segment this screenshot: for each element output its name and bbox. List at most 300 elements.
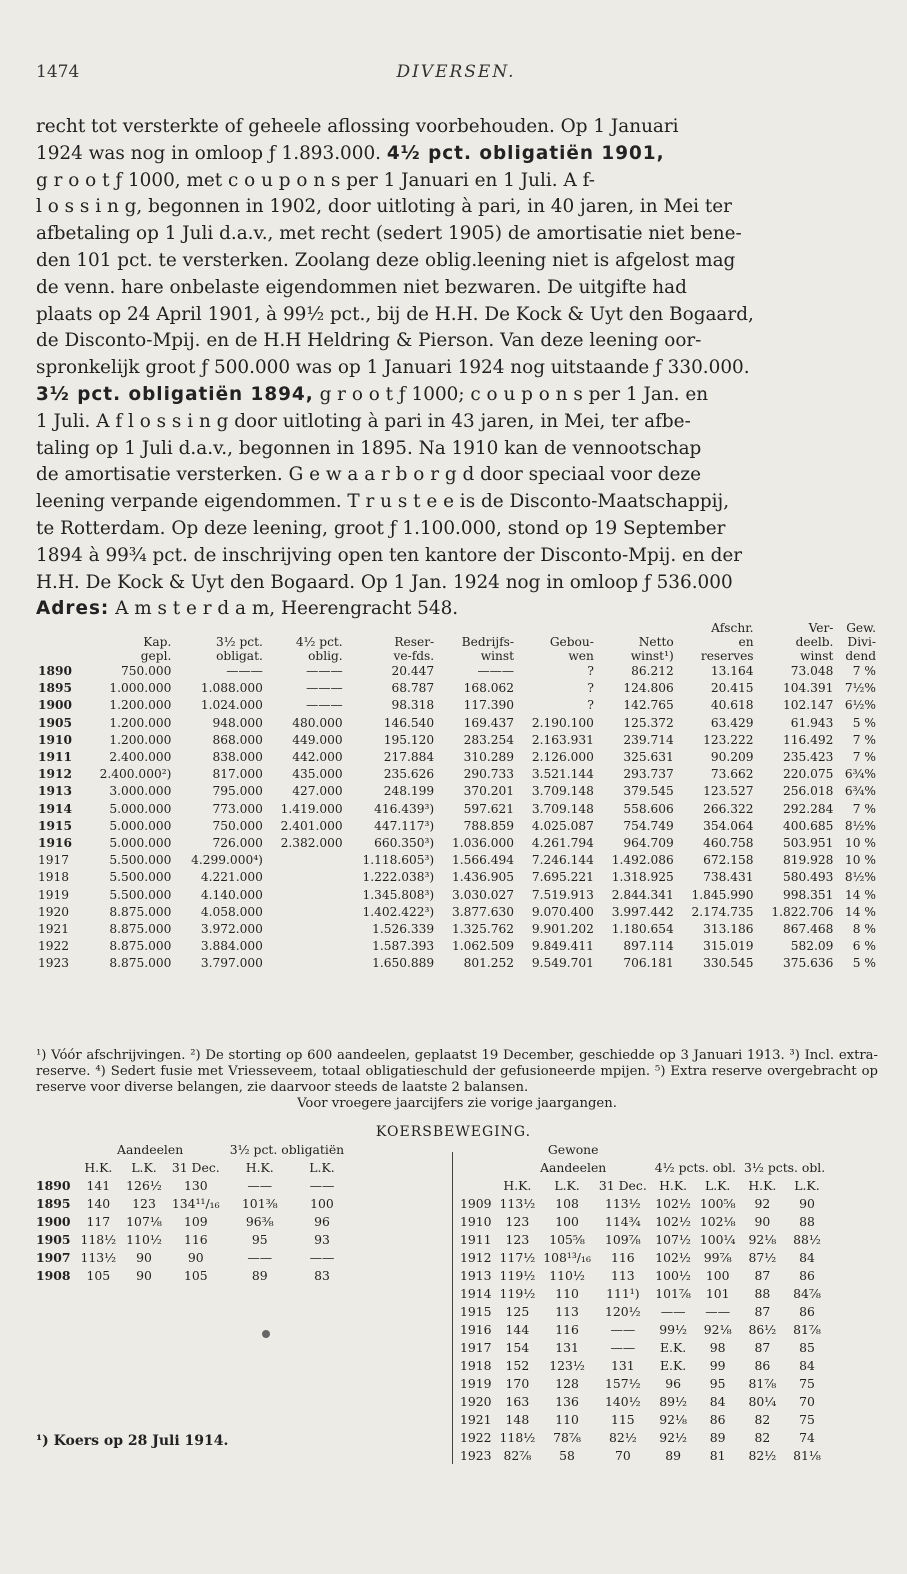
table-row xyxy=(36,818,878,835)
value-cell: 81⅞ xyxy=(793,1322,821,1337)
value-cell: 116 xyxy=(183,1232,208,1247)
value-cell: 750.000 xyxy=(212,818,263,833)
value-cell: 169.437 xyxy=(463,715,515,730)
value-cell: 310.289 xyxy=(463,750,515,765)
table-row xyxy=(36,955,878,972)
text-line: 1894 à 99¾ pct. de inschrijving open ten kantore der Disconto-Mpij. en der xyxy=(36,544,743,566)
column-header: en xyxy=(738,635,754,649)
value-cell: 109⅞ xyxy=(605,1232,641,1247)
value-cell: 113 xyxy=(611,1268,635,1283)
value-cell: 88½ xyxy=(793,1232,821,1247)
value-cell: 154 xyxy=(505,1340,530,1355)
text-line: l o s s i n g, begonnen in 1902, door uitloting à pari, in 40 jaren, in Mei ter xyxy=(36,196,732,218)
value-cell: 7 % xyxy=(852,732,876,747)
table-row xyxy=(452,1267,829,1285)
value-cell: 750.000 xyxy=(120,664,172,678)
value-cell: 8.875.000 xyxy=(109,904,172,919)
table-row xyxy=(36,1231,349,1249)
value-cell: 73.662 xyxy=(710,767,754,782)
value-cell: 1.318.925 xyxy=(611,870,674,885)
value-cell: 379.545 xyxy=(623,784,674,799)
value-cell: 110½ xyxy=(126,1232,162,1247)
value-cell: 738.431 xyxy=(703,870,754,885)
table-row xyxy=(452,1429,829,1447)
value-cell: 998.351 xyxy=(783,887,834,902)
value-cell: 152 xyxy=(505,1358,530,1373)
year-cell: 1905 xyxy=(36,1232,71,1247)
value-cell: 89 xyxy=(709,1430,726,1445)
value-cell: 130 xyxy=(183,1178,208,1193)
value-cell: 123 xyxy=(132,1196,156,1211)
value-cell: 964.709 xyxy=(623,836,674,851)
table-row xyxy=(452,1357,829,1375)
value-cell: 81⅛ xyxy=(793,1448,821,1463)
value-cell: 10 % xyxy=(845,836,876,851)
value-cell: 256.018 xyxy=(783,784,834,799)
year-cell: 1915 xyxy=(460,1304,492,1319)
value-cell: 157½ xyxy=(605,1376,641,1391)
value-cell: 110 xyxy=(555,1412,579,1427)
value-cell: 84 xyxy=(799,1358,815,1373)
value-cell: 13.164 xyxy=(710,664,754,678)
year-cell: 1918 xyxy=(460,1358,492,1373)
value-cell: 105⅝ xyxy=(549,1232,585,1247)
value-cell: 125 xyxy=(505,1304,530,1319)
table-row xyxy=(36,749,878,766)
text-line xyxy=(36,596,878,623)
value-cell: 70 xyxy=(799,1394,815,1409)
value-cell: 80¼ xyxy=(748,1394,777,1409)
value-cell: 110½ xyxy=(549,1268,585,1283)
column-header: L.K. xyxy=(705,1178,731,1193)
value-cell: 100½ xyxy=(655,1268,691,1283)
value-cell: 107½ xyxy=(655,1232,691,1247)
year-cell: 1922 xyxy=(460,1430,492,1445)
value-cell: 102.147 xyxy=(783,698,834,713)
column-header: 31 Dec. xyxy=(171,1160,220,1175)
value-cell: 354.064 xyxy=(703,818,754,833)
group-header-aandeelen: Aandeelen xyxy=(117,1142,184,1157)
value-cell: 99⅞ xyxy=(703,1250,732,1265)
table-row xyxy=(36,835,878,852)
year-cell: 1910 xyxy=(460,1214,492,1229)
column-header: H.K. xyxy=(748,1178,777,1193)
column-header: H.K. xyxy=(503,1178,532,1193)
value-cell: 9.849.411 xyxy=(531,939,594,954)
value-cell: 113 xyxy=(555,1304,579,1319)
column-header: L.K. xyxy=(554,1178,580,1193)
column-header: Kap. xyxy=(143,635,172,649)
value-cell: 1.200.000 xyxy=(109,732,172,747)
table-row xyxy=(36,1195,349,1213)
value-cell: 235.423 xyxy=(783,750,834,765)
column-header: wen xyxy=(568,649,594,663)
previous-years-note: Voor vroegere jaarcijfers zie vorige jaargangen. xyxy=(297,1096,617,1111)
table-row xyxy=(452,1303,829,1321)
value-cell: 146.540 xyxy=(383,715,435,730)
group-header-gewone: Gewone xyxy=(547,1142,599,1157)
value-cell: 81⅞ xyxy=(748,1376,777,1391)
value-cell: 93 xyxy=(314,1232,330,1247)
table-row xyxy=(452,1195,829,1213)
table-row xyxy=(36,1267,349,1285)
text-line: spronkelijk groot ƒ 500.000 was op 1 Januari 1924 nog uitstaande ƒ 330.000. xyxy=(36,357,750,379)
section-heading-obligatien-1901 xyxy=(387,143,665,164)
value-cell: 672.158 xyxy=(703,853,754,868)
value-cell: ——— xyxy=(306,681,343,696)
value-cell: ——— xyxy=(306,698,343,713)
value-cell: —— xyxy=(309,1250,335,1265)
column-header: gepl. xyxy=(140,649,172,663)
value-cell: 99 xyxy=(709,1358,726,1373)
column-header: Gebou- xyxy=(549,635,594,649)
value-cell: 5.500.000 xyxy=(109,853,172,868)
year-cell: 1890 xyxy=(36,1178,71,1193)
value-cell: 128 xyxy=(555,1376,579,1391)
table-row xyxy=(36,1177,349,1195)
table-row xyxy=(452,1411,829,1429)
text-line: leening verpande eigendommen. T r u s t e e is de Disconto-Maatschappij, xyxy=(36,491,730,513)
text-line xyxy=(36,141,878,168)
value-cell: 61.943 xyxy=(790,715,834,730)
value-cell: 8 % xyxy=(852,922,876,937)
value-cell: 2.126.000 xyxy=(531,750,594,765)
year-cell: 1918 xyxy=(38,870,70,885)
value-cell: 99½ xyxy=(659,1322,687,1337)
year-cell: 1895 xyxy=(38,681,72,696)
value-cell: 1.650.889 xyxy=(372,956,435,971)
value-cell: 7.519.913 xyxy=(531,887,594,902)
value-cell: 8.875.000 xyxy=(109,922,172,937)
column-header: Divi- xyxy=(847,635,876,649)
value-cell: 1.200.000 xyxy=(109,698,172,713)
value-cell: 100 xyxy=(310,1196,334,1211)
value-cell: 4.221.000 xyxy=(200,870,263,885)
value-cell: 449.000 xyxy=(292,732,343,747)
value-cell: 82½ xyxy=(608,1430,637,1445)
value-cell: 90 xyxy=(136,1268,152,1283)
value-cell: 131 xyxy=(611,1358,635,1373)
page-title: DIVERSEN. xyxy=(396,62,516,82)
table-row xyxy=(36,1249,349,1267)
table-row xyxy=(36,852,878,869)
value-cell: 125.372 xyxy=(623,715,674,730)
value-cell: 100 xyxy=(705,1268,730,1283)
value-cell: 116 xyxy=(611,1250,635,1265)
value-cell: 7 % xyxy=(852,750,876,765)
value-cell: 325.631 xyxy=(623,750,674,765)
value-cell: 82⅞ xyxy=(503,1448,532,1463)
value-cell: 87 xyxy=(754,1268,771,1283)
value-cell: 375.636 xyxy=(783,956,834,971)
column-header: Reser- xyxy=(394,635,435,649)
value-cell: 74 xyxy=(799,1430,815,1445)
value-cell: 1.000.000 xyxy=(109,681,172,696)
value-cell: 6½% xyxy=(844,698,876,713)
value-cell: 3.972.000 xyxy=(200,922,263,937)
value-cell: 86 xyxy=(799,1304,815,1319)
value-cell: 726.000 xyxy=(212,836,263,851)
table-row xyxy=(452,1249,829,1267)
value-cell: 116.492 xyxy=(783,732,834,747)
value-cell: 1.526.339 xyxy=(372,922,435,937)
value-cell: 163 xyxy=(505,1394,530,1409)
value-cell: 86.212 xyxy=(631,664,674,678)
value-cell: 3.709.148 xyxy=(531,801,594,816)
value-cell: 142.765 xyxy=(623,698,674,713)
value-cell: 89 xyxy=(251,1268,268,1283)
koers-table-left xyxy=(36,1141,349,1285)
value-cell: 1.088.000 xyxy=(200,681,263,696)
value-cell: 2.190.100 xyxy=(531,715,594,730)
value-cell: 5 % xyxy=(852,956,876,971)
year-cell: 1914 xyxy=(38,801,72,816)
year-cell: 1913 xyxy=(38,784,72,799)
table-row xyxy=(36,715,878,732)
column-header: Bedrijfs- xyxy=(461,635,515,649)
value-cell: 124.806 xyxy=(623,681,674,696)
value-cell: 113½ xyxy=(80,1250,117,1265)
text-span: g r o o t ƒ 1000; c o u p o n s per 1 Jan. en xyxy=(313,383,709,405)
value-cell: 115 xyxy=(611,1412,635,1427)
value-cell: 2.400.000²) xyxy=(99,767,172,782)
value-cell: 1.222.038³) xyxy=(362,870,435,885)
value-cell xyxy=(265,938,345,955)
column-header xyxy=(82,621,174,635)
value-cell: 105 xyxy=(86,1268,111,1283)
value-cell: 290.733 xyxy=(463,767,515,782)
year-cell: 1909 xyxy=(460,1196,492,1211)
value-cell: 9.549.701 xyxy=(531,956,594,971)
value-cell: 88 xyxy=(799,1214,815,1229)
column-header xyxy=(36,635,82,649)
value-cell: 81 xyxy=(709,1448,726,1463)
header-row xyxy=(36,621,878,635)
column-header xyxy=(436,621,516,635)
value-cell: 9.070.400 xyxy=(531,904,594,919)
value-cell: 5 % xyxy=(852,715,876,730)
text-line: afbetaling op 1 Juli d.a.v., met recht (sedert 1905) de amortisatie niet bene- xyxy=(36,223,742,245)
column-header xyxy=(265,621,345,635)
value-cell: 6¾% xyxy=(844,784,876,799)
value-cell: 123.527 xyxy=(703,784,754,799)
column-header: winst xyxy=(480,649,515,663)
table-row xyxy=(36,680,878,697)
value-cell: 754.749 xyxy=(623,818,674,833)
value-cell: —— xyxy=(610,1340,636,1355)
table-row xyxy=(36,697,878,714)
value-cell: 89½ xyxy=(659,1394,687,1409)
value-cell: 119½ xyxy=(499,1286,536,1301)
heading-fraction: 4½ xyxy=(386,142,421,164)
value-cell: 102½ xyxy=(655,1250,691,1265)
column-header: Netto xyxy=(638,635,674,649)
value-cell: 315.019 xyxy=(703,939,754,954)
column-header xyxy=(36,649,82,663)
value-cell: 40.618 xyxy=(710,698,754,713)
value-cell: 868.000 xyxy=(212,732,263,747)
value-cell: —— xyxy=(660,1304,686,1319)
value-cell: 503.951 xyxy=(783,836,834,851)
value-cell: 82 xyxy=(754,1430,771,1445)
value-cell: 134¹¹/₁₆ xyxy=(171,1196,220,1211)
column-header: 3½ pct. xyxy=(216,635,263,649)
value-cell: 136 xyxy=(555,1394,579,1409)
table-row xyxy=(452,1393,829,1411)
group-header-4half-obl: 4½ pcts. obl. xyxy=(654,1160,736,1175)
table-row xyxy=(36,801,878,818)
text-line: de Disconto-Mpij. en de H.H Heldring & Pierson. Van deze leening oor- xyxy=(36,330,702,352)
column-header xyxy=(516,621,596,635)
value-cell: 102½ xyxy=(655,1196,691,1211)
value-cell: 101⅜ xyxy=(241,1196,278,1211)
value-cell: 110 xyxy=(555,1286,579,1301)
value-cell: ? xyxy=(587,681,594,696)
year-cell: 1912 xyxy=(460,1250,492,1265)
value-cell: 3.030.027 xyxy=(452,887,515,902)
value-cell: 87 xyxy=(754,1304,771,1319)
table-row xyxy=(452,1339,829,1357)
value-cell: 104.391 xyxy=(783,681,834,696)
value-cell: 107⅛ xyxy=(126,1214,162,1229)
value-cell: 3.000.000 xyxy=(109,784,172,799)
address-value: A m s t e r d a m, Heerengracht 548. xyxy=(109,598,459,620)
value-cell: 114¾ xyxy=(605,1214,641,1229)
column-header: dend xyxy=(845,649,876,663)
value-cell: 867.468 xyxy=(783,922,834,937)
column-header xyxy=(596,621,676,635)
column-header: ve-fds. xyxy=(393,649,435,663)
text-line: g r o o t ƒ 1000, met c o u p o n s per 1 Januari en 1 Juli. A f- xyxy=(36,169,595,191)
value-cell: 89 xyxy=(665,1448,681,1463)
table-row xyxy=(452,1285,829,1303)
value-cell: 87½ xyxy=(748,1250,777,1265)
year-cell: 1919 xyxy=(460,1376,492,1391)
column-header: H.K. xyxy=(245,1160,274,1175)
value-cell: 118½ xyxy=(80,1232,117,1247)
value-cell: 460.758 xyxy=(703,836,754,851)
value-cell: 5.000.000 xyxy=(109,836,172,851)
value-cell: 90 xyxy=(136,1250,152,1265)
value-cell: 6¾% xyxy=(844,767,876,782)
value-cell: ? xyxy=(587,698,594,713)
value-cell: 2.400.000 xyxy=(109,750,172,765)
value-cell: 195.120 xyxy=(383,732,435,747)
value-cell: 140 xyxy=(86,1196,111,1211)
value-cell: 416.439³) xyxy=(374,801,435,816)
value-cell: 2.174.735 xyxy=(691,904,754,919)
value-cell xyxy=(265,955,345,972)
value-cell: 7 % xyxy=(852,664,876,678)
value-cell: 773.000 xyxy=(212,801,263,816)
ink-dot xyxy=(262,1330,270,1338)
group-header-3half-obl: 3½ pcts. obl. xyxy=(744,1160,826,1175)
value-cell: 116 xyxy=(555,1322,579,1337)
text-line: te Rotterdam. Op deze leening, groot ƒ 1.100.000, stond op 19 September xyxy=(36,517,726,539)
text-line: H.H. De Kock & Uyt den Bogaard. Op 1 Jan. 1924 nog in omloop ƒ 536.000 xyxy=(36,571,733,593)
value-cell: 86 xyxy=(754,1358,771,1373)
value-cell: 85 xyxy=(799,1340,815,1355)
value-cell: 123 xyxy=(505,1232,530,1247)
value-cell: 92⅛ xyxy=(703,1322,732,1337)
year-cell: 1920 xyxy=(38,904,70,919)
value-cell: 3.997.442 xyxy=(611,904,674,919)
value-cell: 266.322 xyxy=(703,801,754,816)
value-cell: 148 xyxy=(505,1412,530,1427)
value-cell: 400.685 xyxy=(783,818,834,833)
table-row xyxy=(36,938,878,955)
value-cell: 113½ xyxy=(605,1196,641,1211)
value-cell: 1.822.706 xyxy=(771,904,834,919)
value-cell: 1.200.000 xyxy=(109,715,172,730)
year-cell: 1900 xyxy=(38,698,72,713)
value-cell: 101 xyxy=(705,1286,730,1301)
year-cell: 1916 xyxy=(460,1322,492,1337)
value-cell: 2.844.341 xyxy=(611,887,674,902)
value-cell: 117.390 xyxy=(463,698,515,713)
value-cell: 75 xyxy=(799,1376,815,1391)
column-header xyxy=(345,621,437,635)
value-cell: 4.140.000 xyxy=(200,887,263,902)
value-cell: 597.621 xyxy=(463,801,515,816)
value-cell: 20.447 xyxy=(391,664,435,678)
value-cell: 370.201 xyxy=(463,784,515,799)
value-cell: 117½ xyxy=(499,1250,536,1265)
value-cell: 819.928 xyxy=(783,853,834,868)
column-header: reserves xyxy=(700,649,754,663)
year-cell: 1911 xyxy=(38,750,72,765)
value-cell: 582.09 xyxy=(790,939,834,954)
koers-table-right xyxy=(452,1141,829,1465)
value-cell: 248.199 xyxy=(383,784,435,799)
value-cell: 90 xyxy=(187,1250,204,1265)
value-cell: 788.859 xyxy=(463,818,515,833)
value-cell: 123.222 xyxy=(703,732,754,747)
value-cell xyxy=(265,869,345,886)
year-cell: 1917 xyxy=(38,853,70,868)
value-cell: 108 xyxy=(555,1196,579,1211)
value-cell: 3.709.148 xyxy=(531,784,594,799)
value-cell: 141 xyxy=(86,1178,111,1193)
section-heading-obligatien-1894 xyxy=(36,384,314,405)
year-cell: 1912 xyxy=(38,767,72,782)
value-cell: 220.075 xyxy=(783,767,834,782)
value-cell: 131 xyxy=(555,1340,579,1355)
value-cell: 283.254 xyxy=(463,732,515,747)
value-cell: 948.000 xyxy=(212,715,263,730)
value-cell: 70 xyxy=(614,1448,631,1463)
column-header: winst¹) xyxy=(630,649,674,663)
column-header: H.K. xyxy=(659,1178,688,1193)
value-cell xyxy=(265,852,345,869)
value-cell: 2.163.931 xyxy=(531,732,594,747)
value-cell: 10 % xyxy=(845,853,876,868)
value-cell: 1.024.000 xyxy=(200,698,263,713)
column-header: 31 Dec. xyxy=(598,1178,647,1193)
year-cell: 1908 xyxy=(36,1268,71,1283)
value-cell: 87 xyxy=(754,1340,771,1355)
value-cell: 2.401.000 xyxy=(280,818,343,833)
value-cell: 98.318 xyxy=(391,698,435,713)
value-cell: 14 % xyxy=(845,887,876,902)
value-cell: 113½ xyxy=(499,1196,536,1211)
value-cell: 109 xyxy=(183,1214,208,1229)
value-cell: 100⅝ xyxy=(699,1196,736,1211)
value-cell: 8.875.000 xyxy=(109,939,172,954)
value-cell: 95 xyxy=(709,1376,726,1391)
value-cell: 108¹³/₁₆ xyxy=(543,1250,591,1265)
value-cell: 90 xyxy=(799,1196,815,1211)
